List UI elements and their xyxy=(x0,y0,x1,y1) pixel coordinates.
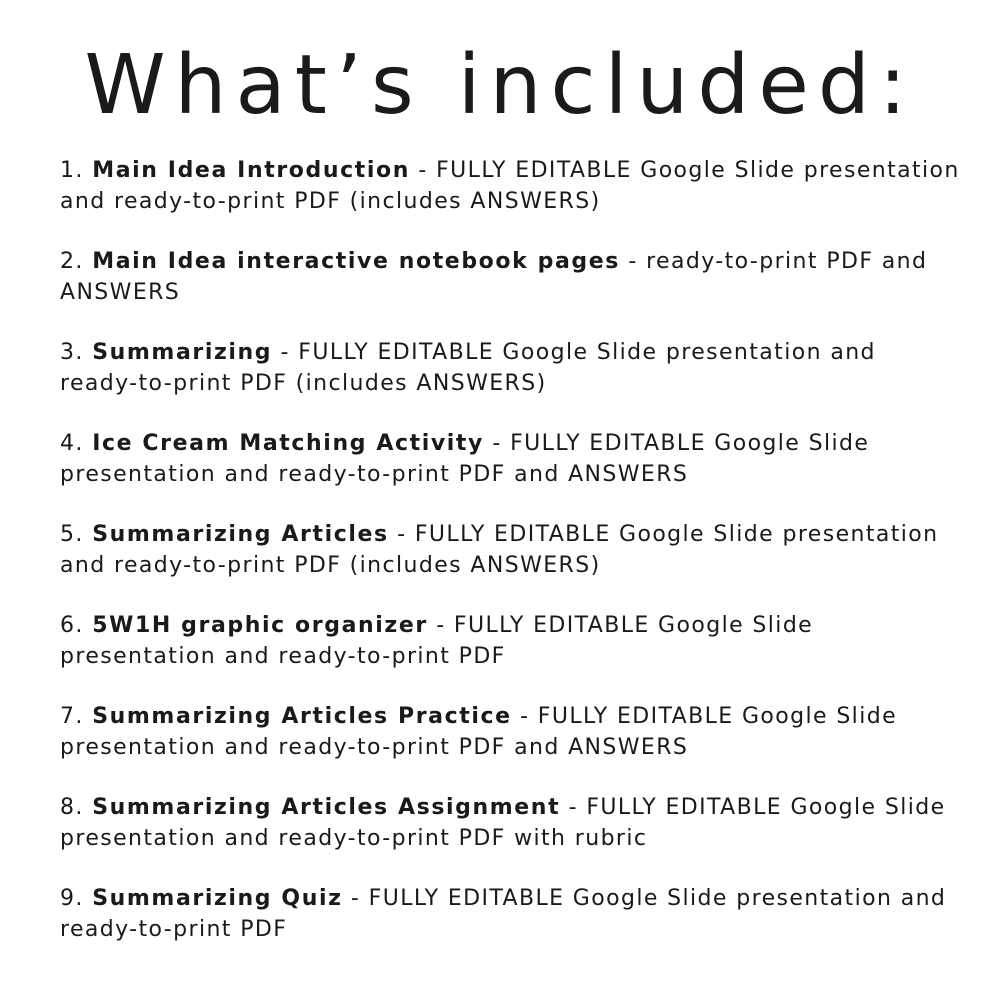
item-number: 8. xyxy=(60,795,84,820)
item-name: Summarizing Articles Assignment xyxy=(92,795,561,820)
item-description: - FULLY EDITABLE Google Slide presentation and ready-to-print PDF (includes ANSWERS) xyxy=(60,522,939,578)
item-name: Main Idea interactive notebook pages xyxy=(92,249,620,274)
item-name: Ice Cream Matching Activity xyxy=(92,431,484,456)
list-item xyxy=(60,702,960,763)
item-description: - ready-to-print PDF and ANSWERS xyxy=(60,249,928,305)
item-name: Summarizing Quiz xyxy=(92,886,343,911)
item-description: - FULLY EDITABLE Google Slide presentation and ready-to-print PDF with rubric xyxy=(60,795,946,851)
item-description: - FULLY EDITABLE Google Slide presentation and ready-to-print PDF (includes ANSWERS) xyxy=(60,158,960,214)
list-item xyxy=(60,156,960,217)
item-description: - FULLY EDITABLE Google Slide presentation and ready-to-print PDF and ANSWERS xyxy=(60,431,870,487)
item-description: - FULLY EDITABLE Google Slide presentation and ready-to-print PDF and ANSWERS xyxy=(60,704,898,760)
item-name: Summarizing Articles Practice xyxy=(92,704,512,729)
item-number: 6. xyxy=(60,613,84,638)
item-number: 2. xyxy=(60,249,84,274)
list-item xyxy=(60,338,960,399)
item-number: 4. xyxy=(60,431,84,456)
item-name: Summarizing Articles xyxy=(92,522,389,547)
item-description: - FULLY EDITABLE Google Slide presentation and ready-to-print PDF xyxy=(60,613,814,669)
item-description: - FULLY EDITABLE Google Slide presentation and ready-to-print PDF xyxy=(60,886,947,942)
item-name: Main Idea Introduction xyxy=(92,158,410,183)
item-number: 3. xyxy=(60,340,84,365)
item-description: - FULLY EDITABLE Google Slide presentation and ready-to-print PDF (includes ANSWERS) xyxy=(60,340,876,396)
list-item xyxy=(60,611,960,672)
included-list xyxy=(60,156,960,975)
item-name: 5W1H graphic organizer xyxy=(92,613,428,638)
list-item xyxy=(60,884,960,945)
list-item xyxy=(60,247,960,308)
item-number: 1. xyxy=(60,158,84,183)
list-item xyxy=(60,520,960,581)
item-number: 9. xyxy=(60,886,84,911)
list-item xyxy=(60,793,960,854)
page-title: What’s included: xyxy=(84,38,916,133)
list-item xyxy=(60,429,960,490)
item-number: 5. xyxy=(60,522,84,547)
item-number: 7. xyxy=(60,704,84,729)
item-name: Summarizing xyxy=(92,340,273,365)
